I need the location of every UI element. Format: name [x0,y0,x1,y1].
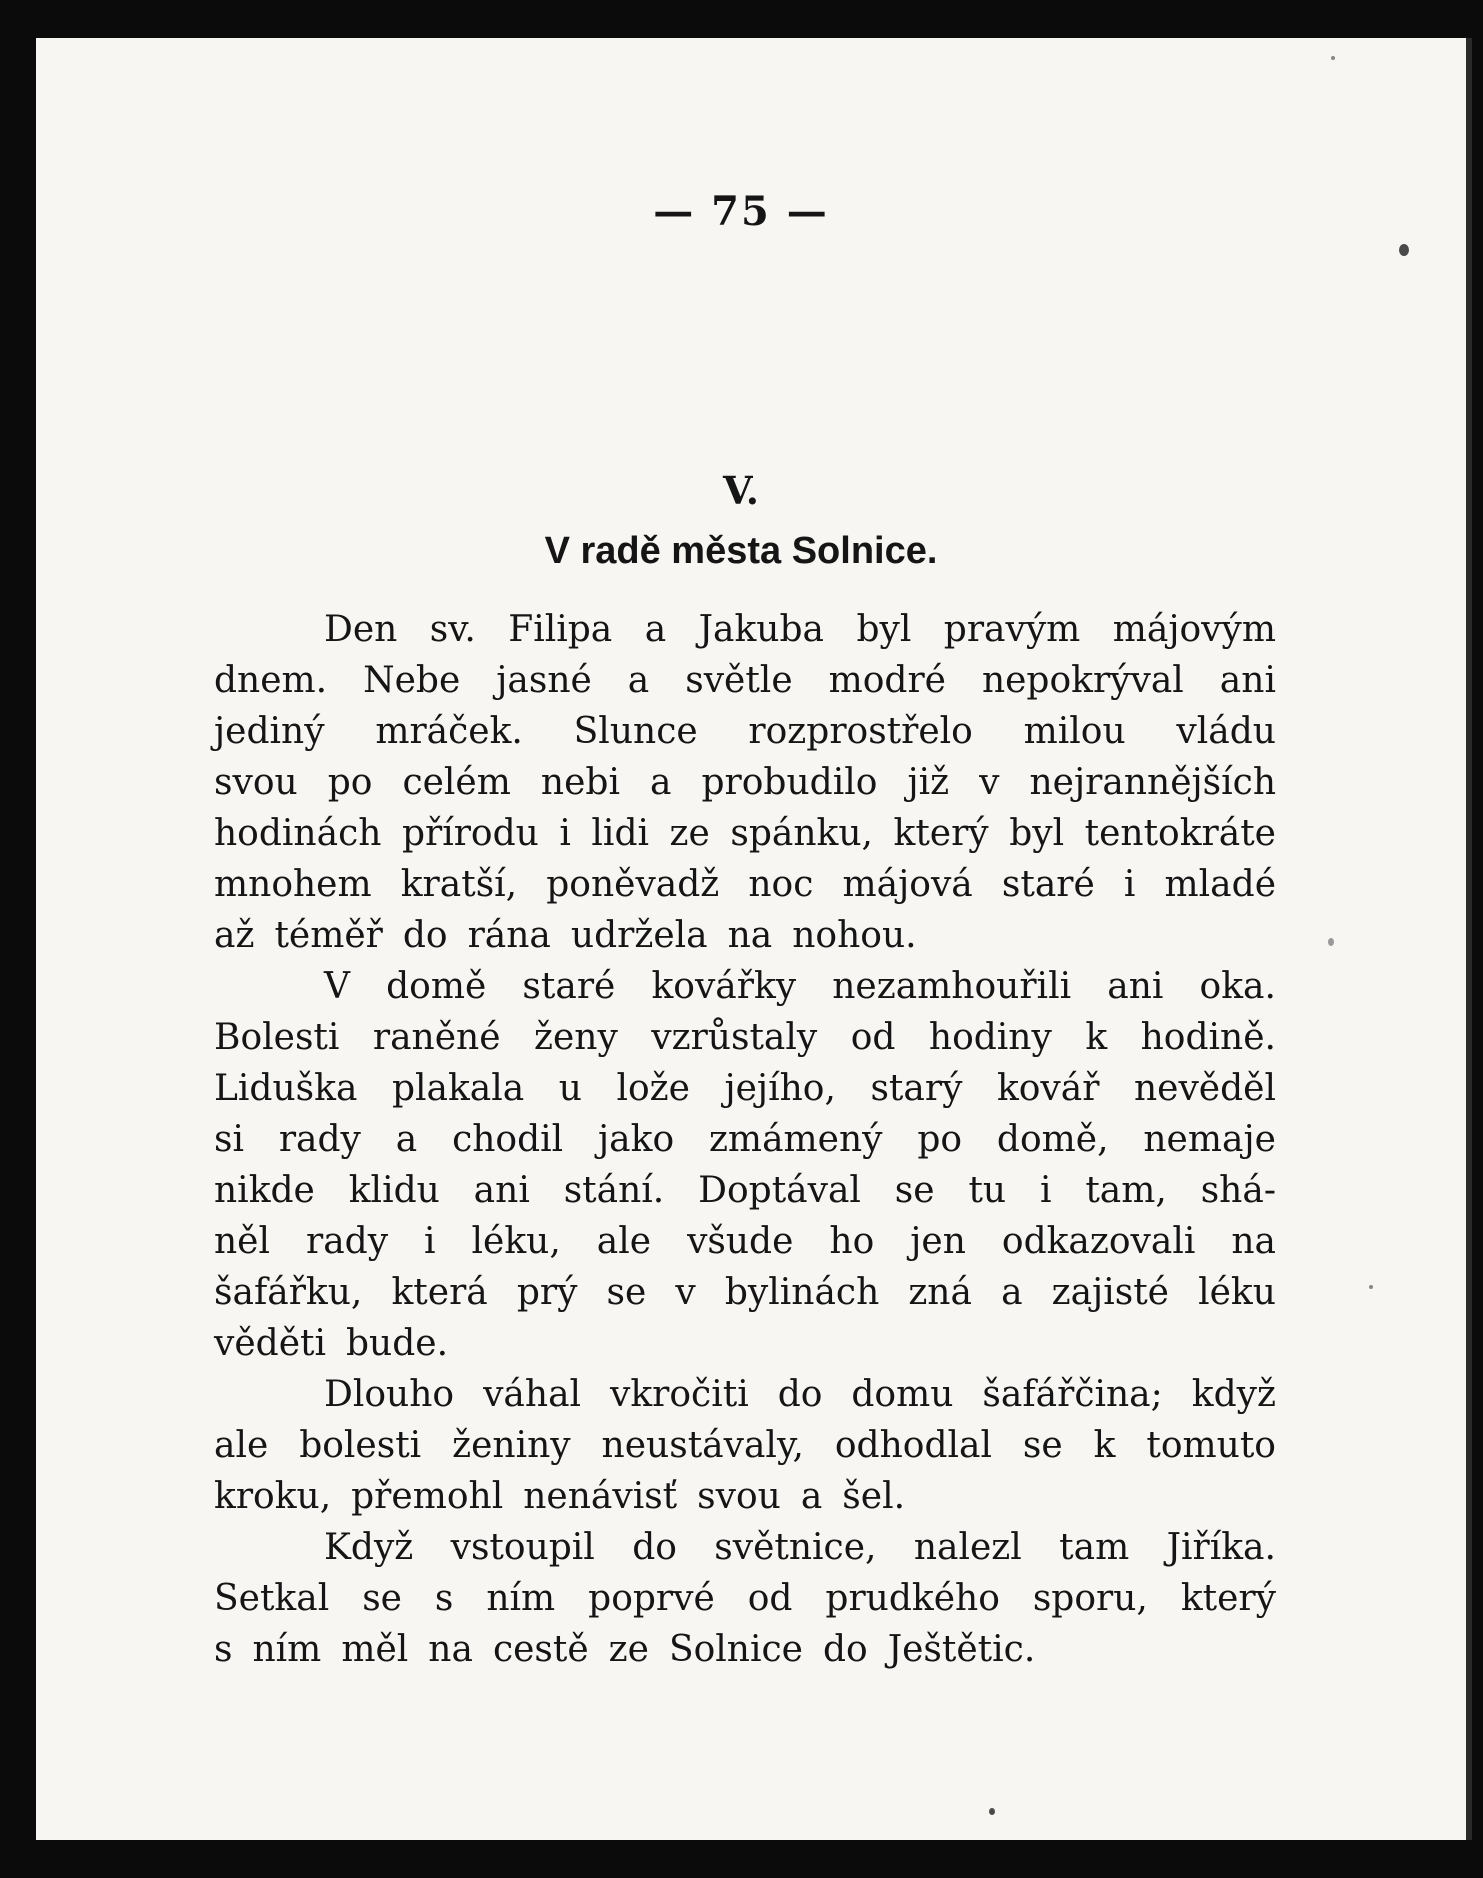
word: Když [324,1527,414,1568]
word: si [214,1119,244,1160]
word: probudilo [701,762,878,803]
word: ani [1219,660,1276,701]
text-line [214,1216,1276,1267]
word: kovář [996,1068,1100,1109]
word: nebi [540,762,620,803]
word: u [558,1068,582,1109]
word: hodiny [928,1017,1052,1058]
word: ale [596,1221,652,1262]
word: kovářky [651,966,797,1007]
text-line [214,1114,1276,1165]
word: téměř [274,915,383,956]
word: Jiříka. [1166,1527,1276,1568]
word: poněvadž [546,864,720,905]
word: ani [473,1170,530,1211]
word: rozprostřelo [748,711,973,752]
word: plakala [391,1068,525,1109]
word: domě [386,966,487,1007]
word: s [214,1629,233,1670]
word: odkazovali [1001,1221,1196,1262]
word: neustávaly, [601,1425,804,1466]
word: od [747,1578,793,1619]
word: prudkého [825,1578,1000,1619]
word: noc [748,864,814,905]
book-page [36,38,1466,1840]
word: nezamhouřili [832,966,1072,1007]
word: všude [687,1221,794,1262]
chapter-title: V radě města Solnice. [544,530,938,572]
word: celém [402,762,511,803]
text-line [214,1573,1276,1624]
page-number: — 75 — [653,188,829,235]
word: se [362,1578,402,1619]
text-line [214,757,1276,808]
word: ze [669,813,710,854]
word: pravým [943,609,1081,650]
word: starý [870,1068,963,1109]
word: nohou. [792,915,917,956]
text-line [214,910,1276,961]
print-speck [1369,1285,1373,1289]
word: přemohl [351,1476,504,1517]
word: bylinách [724,1272,880,1313]
word: světnice, [714,1527,877,1568]
word: svou [697,1476,781,1517]
word: nenávisť [523,1476,678,1517]
word: nalezl [913,1527,1022,1568]
word: tu [968,1170,1007,1211]
word: již [907,762,950,803]
word: tam [1059,1527,1130,1568]
word: bude. [345,1323,449,1364]
text-line [214,1471,1276,1522]
word: přírodu [401,813,539,854]
print-speck [989,1808,995,1815]
word: šafářčina; [982,1374,1163,1415]
word: ze [608,1629,649,1670]
print-speck [1399,244,1409,256]
word: a [650,762,672,803]
word: Nebe [363,660,461,701]
word: bolesti [299,1425,422,1466]
word: i [1039,1170,1052,1211]
word: Ještětic. [887,1629,1036,1670]
word: byl [856,609,912,650]
word: V [324,966,350,1007]
word: Dlouho [324,1374,455,1415]
word: jen [910,1221,966,1262]
word: léku [1198,1272,1276,1313]
word: i [559,813,571,854]
word: v [675,1272,696,1313]
word: od [850,1017,896,1058]
word: tomuto [1146,1425,1276,1466]
word: cestě [492,1629,589,1670]
word: jejího, [724,1068,836,1109]
word: ním [252,1629,322,1670]
text-line [214,1420,1276,1471]
word: ním [486,1578,556,1619]
word: tentokráte [1084,813,1276,854]
chapter-number: V. [722,468,760,513]
word: světle [685,660,793,701]
word: ani [1107,966,1164,1007]
word: a [644,609,667,650]
word: raněné [372,1017,501,1058]
word: dnem. [214,660,328,701]
word: i [424,1221,436,1262]
word: odhodlal [834,1425,992,1466]
word: svou [214,762,298,803]
word: s [434,1578,454,1619]
text-line [214,1012,1276,1063]
word: která [391,1272,488,1313]
word: mráček. [375,711,523,752]
word: chodil [452,1119,564,1160]
word: po [327,762,373,803]
word: váhal [483,1374,582,1415]
word: ale [214,1425,269,1466]
word: Bolesti [214,1017,340,1058]
word: a [1001,1272,1023,1313]
word: v [979,762,1000,803]
word: do [822,1629,868,1670]
word: který [893,813,989,854]
body-text [214,604,1276,1675]
text-line [214,1624,1276,1675]
word: ženiny [452,1425,571,1466]
word: vzrůstaly [651,1017,818,1058]
word: šafářku, [214,1272,363,1313]
word: léku, [471,1221,561,1262]
word: nejrannějších [1029,762,1276,803]
word: vkročiti [610,1374,749,1415]
word: který [1180,1578,1276,1619]
word: klidu [348,1170,440,1211]
text-line [214,1267,1276,1318]
word: rady [306,1221,389,1262]
word: hodině. [1140,1017,1276,1058]
word: sporu, [1032,1578,1148,1619]
word: kratší, [400,864,518,905]
word: nepokrýval [981,660,1184,701]
word: až [214,915,255,956]
word: na [428,1629,473,1670]
word: byl [1009,813,1065,854]
word: k [1093,1425,1116,1466]
word: májovým [1112,609,1276,650]
word: když [1191,1374,1276,1415]
word: staré [1001,864,1095,905]
word: jako [598,1119,675,1160]
word: Den [324,609,398,650]
word: nemaje [1143,1119,1276,1160]
word: rána [467,915,551,956]
word: Doptával [698,1170,861,1211]
word: sv. [429,609,476,650]
text-line [214,1369,1276,1420]
word: májová [842,864,973,905]
word: zmámený [708,1119,883,1160]
text-line [214,655,1276,706]
word: Liduška [214,1068,358,1109]
word: stání. [563,1170,665,1211]
text-line [214,1063,1276,1114]
word: se [894,1170,935,1211]
word: modré [828,660,946,701]
text-line [214,1522,1276,1573]
word: se [1022,1425,1063,1466]
word: na [1231,1221,1276,1262]
word: mladé [1164,864,1276,905]
word: kroku, [214,1476,332,1517]
print-speck [1328,938,1334,946]
text-line [214,706,1276,757]
word: vstoupil [450,1527,595,1568]
word: do [777,1374,823,1415]
text-line [214,604,1276,655]
word: měl [341,1629,409,1670]
word: na [727,915,773,956]
word: šel. [842,1476,906,1517]
word: zajisté [1051,1272,1169,1313]
page-edge-shadow [1466,38,1472,1840]
word: mnohem [214,864,372,905]
word: zná [908,1272,972,1313]
word: nevěděl [1133,1068,1276,1109]
text-line [214,961,1276,1012]
text-line [214,859,1276,910]
word: vládu [1176,711,1276,752]
word: udržela [570,915,708,956]
word: staré [522,966,616,1007]
word: Solnice [668,1629,803,1670]
word: do [632,1527,677,1568]
word: oka. [1199,966,1276,1007]
word: domě, [996,1119,1109,1160]
word: k [1085,1017,1108,1058]
word: ženy [534,1017,618,1058]
word: i [1123,864,1136,905]
word: hodinách [214,813,382,854]
word: nikde [214,1170,315,1211]
word: lože [616,1068,690,1109]
word: jasné [496,660,592,701]
word: shá- [1200,1170,1276,1211]
word: spánku, [730,813,873,854]
word: ho [829,1221,875,1262]
word: Filipa [508,609,613,650]
word: Jakuba [698,609,824,650]
word: milou [1023,711,1126,752]
word: poprvé [588,1578,715,1619]
word: a [395,1119,418,1160]
print-speck [1331,56,1335,60]
word: se [606,1272,647,1313]
word: rady [278,1119,361,1160]
word: něl [214,1221,271,1262]
text-line [214,808,1276,859]
word: věděti [214,1323,326,1364]
word: prý [516,1272,578,1313]
text-line [214,1318,1276,1369]
word: do [402,915,448,956]
word: jediný [214,711,325,752]
word: Slunce [573,711,698,752]
word: lidi [591,813,650,854]
word: Setkal [214,1578,330,1619]
word: tam, [1085,1170,1167,1211]
word: a [627,660,650,701]
text-line [214,1165,1276,1216]
word: domu [851,1374,954,1415]
word: a [800,1476,823,1517]
word: po [917,1119,963,1160]
